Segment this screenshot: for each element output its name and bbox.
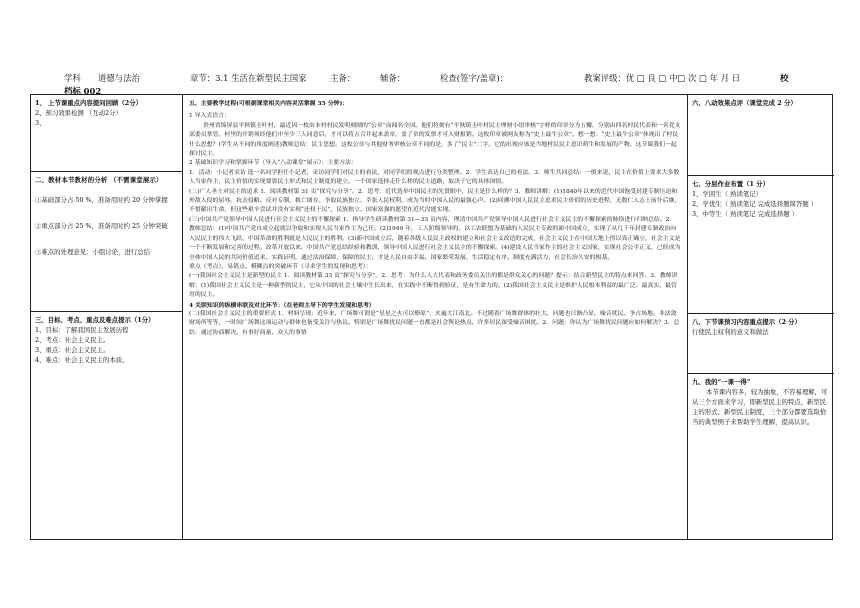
preview-section [688, 313, 834, 373]
lesson-plan-table [30, 94, 833, 540]
subject-value: 道德与法治 [98, 73, 140, 83]
analysis-section [31, 171, 182, 311]
rating-text: 教案评级：优 □ 良 □ 中□ 次 □ 年 月 日 [584, 73, 741, 83]
review-item: 3、 [35, 119, 46, 127]
teaching-process [183, 95, 687, 539]
assist-preparer: 辅备： [380, 73, 406, 83]
process-title: 五、主要教学过程(可根据课堂相关内容灵活掌握 35 分钟)： [189, 100, 349, 107]
homework-item: 3、中等生（ 熟读笔记 完成选择题 ） [692, 210, 799, 218]
goals-item: 4、难点：社会主义民主的本质。 [35, 356, 129, 364]
main-preparer: 主备： [330, 73, 356, 83]
process-paragraph: (二)我国社会主义民主的重要形式 1．材料呈现：近年来，广场舞可谓是“星星之火可以燎原”，火遍大江南北。不过随着广场舞群体的壮大，问题也日渐凸显，噪音扰民、争占场地、非法敛财场所等等，一时间广场舞这项运动与群体也备受关注与热议。特别是广场舞扰民问题一直都是社会舆论热点，许多居民深受噪音困扰。2．问题：你认为广场舞扰民问题应如何解决？3．总结：通过协商解决。有事好商量，众人的事情 [189, 310, 680, 336]
evaluation-title: 六、八动效果点评（课堂完成 2 分） [692, 99, 797, 107]
evaluation-section [688, 95, 834, 175]
homework-title: 七、分层作业布置（1 分） [692, 180, 769, 188]
review-item: 2、预习效果检测 （互动2分） [35, 109, 122, 117]
process-paragraph: 重点（考点）、易错点、模糊点的突破环节（寻求学生的发现和思考）： [189, 263, 372, 270]
process-paragraph: (三)中国共产党领导中国人民进行社会主义民主的不懈探索 1．指导学生研读教材第 31—33 页内容，理清中国共产党领导中国人民进行社会主义民主的不懈探索的脉络进行归纳总结。2．教师总结：(1)中国共产党自成立起就以争取和实现人民当家作主为己任。(2)1949 年，工人阶级领导的、以工农联盟为基础的人民民主专政的新中国成立，实现了从几千年封建专制政治向人民民主的伟大飞跃，中国革命的胜利就是人民民主的胜利。(3)新中国成立后，随着各级人民民主政权的建立和社会主义改造的完成，社会主义民主在中国大地上得以真正确立，社会主义是一个不断发展和完善的过程。改革开放以来，中国共产党总结经验和教训，领导中国人民进行社会主义民主的不懈探索。(4)建设人民当家作主的社会主义国家，实现社会公平正义，已经成为全体中国人民的共同价值追求。实践证明，通过法治保障，保障的民主，才是人民自由幸福、国家繁荣发展、生活稳定有序、制度充满活力、社会长治久安的根基。 [189, 216, 681, 261]
review-section [31, 95, 182, 171]
reflection-title: 九、我的“一课一得” [692, 378, 751, 386]
homework-section [688, 175, 834, 313]
review-title: 1、 上节课重点内容提问回顾（2分） [35, 99, 142, 107]
goals-item: 3、重点：社会主义民主。 [35, 346, 110, 354]
analysis-item: ②重点部分占 25 %，准备用时约 25 分钟突破 [35, 222, 168, 230]
process-paragraph: 贵州省锦屏县平秋镇圭叶村，最近因一枚由本村村民发明刻制的“公章”而闻名全国。他们将刻有“平秋镇圭叶村民主理财小组审核”字样的印章分为五瓣，分别由四名村民代表和一名党支部委员掌管。村里的开销须经他们中至少三人同意后，才可以将五合并起来盖章，盖了章的发票才可入财报销。这枚印章被网友称为“史上最牛公章”。想一想：“史上最牛公章”体现出了村民什么思想？(学生从不同的角度阐述)教师总结：民主思想。这枚公章与其他财务审核公章不同的是，多了“民主”二字。它的出现应该是当地村民民主意识萌生和发展的产物。这节课我们一起探讨民主。 [189, 122, 681, 158]
right-column [688, 95, 834, 539]
left-column [31, 95, 183, 539]
process-paragraph: 1．活动：小记者采访 选一名同学担任小记者，采访同学们对民主的看法，对同学们的观点进行分类整理。2．学生表达自己的看法。3．师生共同总结：一般来说，民主在价值上要求大多数人当家作主，民主价值的实现要靠民主形式和民主制度的建立。一个国家选择走什么样的民主道路，取决于它的具体国情。 [189, 169, 680, 186]
goals-section [31, 311, 182, 539]
reflection-text: 本节课内容多，较为抽象，不容易理解，可从三个方面来学习，即新型民主的特点、新型民主的形式、新型民主制度，三个部分都要选取恰当的典型例子来帮助学生理解，提高认识。 [692, 388, 828, 426]
reflection-section [688, 373, 834, 539]
homework-item: 1、学困生（ 熟读笔记） [692, 190, 763, 198]
analysis-item: ③难点的处理意见：小组讨论，进行总结 [35, 248, 151, 256]
process-paragraph: (一)我国社会主义民主是新型的民主 1．阅读教材第 33 页“探究与分享”。2．思考：为什么人大代表和政务委员关注的都是群众关心的问题？提示：结合新型民主的特点来回答。3．教师讲解：(1)我国社会主义民主是一种新型的民主，它从中国的社会土壤中生长出来，在实践中不断得到验证，是有生命力的。(2)我国社会主义民主是维护人民根本利益的最广泛、最真实、最管用的民主。 [189, 273, 678, 299]
preview-title: 八、下节课预习内容重点提示（2 分） [692, 318, 801, 326]
process-paragraph: (二)广人圣士对民主的追求 1．阅读教材第 31 页“探究与分享”。2．思考：近代选举中国民主的先贤眼中，民主是什么样的？3．教师讲解：(1)1840年以来的近代中国饱受封建专制压迫和外敌入侵的屈辱。抗击侵略、反对专制，救亡图存、争取民族独立、幸张人民权利，成为当时中国人民的最强心声。(2)回溯中国人民民主追求民主价值的历史进程，无数仁人志士前仆后继，不惜献出生命，但这些艰辛尝试并没有实现“还权于民”，民族独立、国家富强的愿望在近代没能实现。 [189, 188, 681, 214]
school-end: 校 [780, 73, 789, 83]
chapter-text: 章节：3.1 生活在新型民主国家 [190, 73, 307, 83]
check-signature: 检查(签字/盖章)： [440, 73, 508, 83]
analysis-title: 二、教材本节教材的分析 （不需课堂展示） [35, 176, 163, 184]
goals-item: 1、目标：了解我国民主发展历程 [35, 326, 129, 334]
archive-number: 档标 002 [64, 86, 102, 96]
subject-label: 学科 [64, 73, 81, 83]
process-paragraph: 1 导入式语言： [189, 113, 230, 120]
analysis-item: ①基础部分占 50 %，准备用时约 20 分钟掌握 [35, 196, 168, 204]
goals-title: 三、目标、考点、重点及难点提示（1分） [35, 316, 155, 324]
process-paragraph: 4 关联知识的纵横串联及对比环节：（在老师主导下的学生发现和思考） [189, 301, 375, 309]
homework-item: 2、学优生（ 熟读笔记 完成选择题简答题 ） [692, 200, 818, 208]
main-column [183, 95, 688, 539]
process-paragraph: 2 基础知识学习和掌握环节（导入“八动课堂”展示）：主要方法： [189, 160, 357, 167]
goals-item: 2、考点：社会主义民主。 [35, 336, 110, 344]
preview-text: 行使民主权利的意义和做法 [692, 328, 769, 336]
